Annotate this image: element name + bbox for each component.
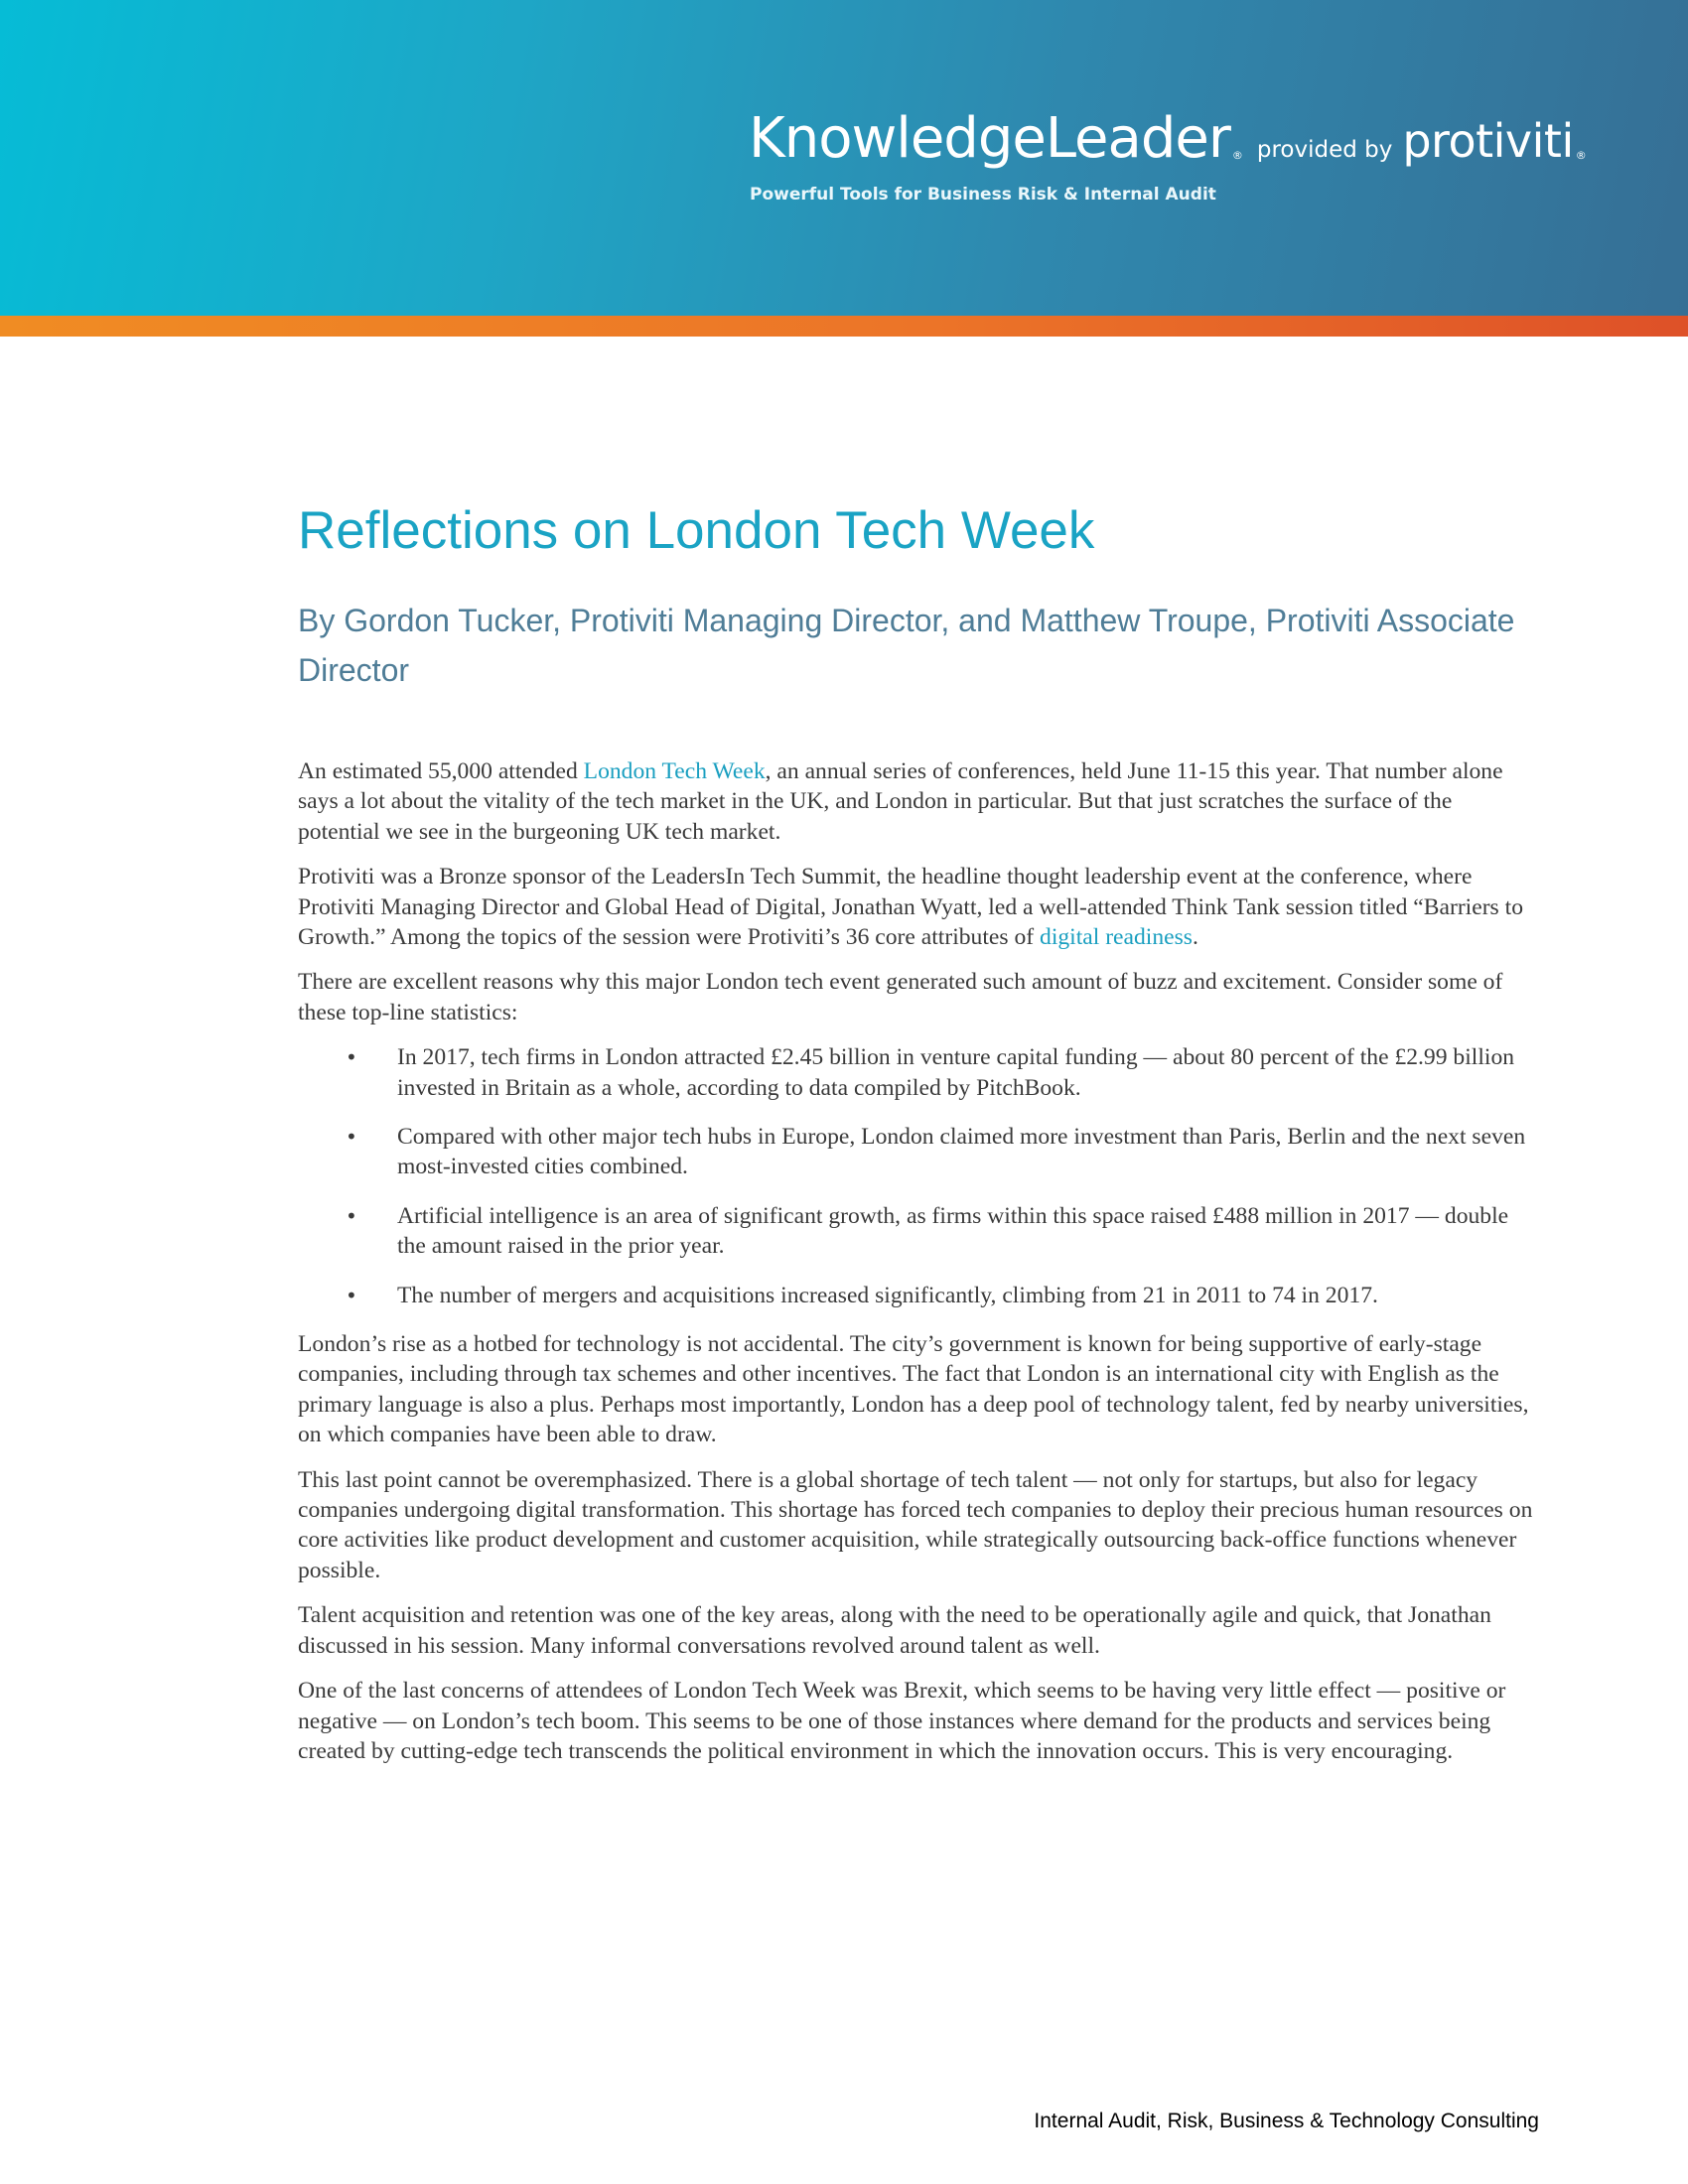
paragraph-london-rise: London’s rise as a hotbed for technology is not accidental. The city’s government is known for being supportive of early-stage companies, including through tax schemes and other incentives. The fact that London is an international city with English as the primary language is also a plus. Perhaps most importantly, London has a deep pool of technology talent, fed by nearby universities, on which companies have been able to draw.	[298, 1331, 1529, 1448]
brand-wordmark	[749, 106, 1587, 171]
accent-bar	[0, 316, 1688, 337]
paragraph-brexit: One of the last concerns of attendees of London Tech Week was Brexit, which seems to be having very little effect — positive or negative — on London’s tech boom. This seems to be one of those instances where demand for the products and services being created by cutting-edge tech transcends the political environment in which the innovation occurs. This is very encouraging.	[298, 1678, 1506, 1764]
list-item	[346, 1042, 1539, 1103]
brand-logo	[749, 106, 1587, 205]
bullet-icon: •	[346, 1203, 357, 1228]
london-tech-week-link[interactable]: London Tech Week	[583, 757, 766, 784]
article-byline: By Gordon Tucker, Protiviti Managing Director, and Matthew Troupe, Protiviti Associate Director	[298, 602, 1515, 688]
article-body	[298, 756, 1539, 1766]
brand-name: KnowledgeLeader	[749, 106, 1230, 171]
paragraph-sponsorship	[298, 862, 1539, 952]
list-item	[346, 1122, 1539, 1182]
paragraph-statistics-intro: There are excellent reasons why this major London tech event generated such amount of buzz and excitement. Consider some of these top-line statistics:	[298, 969, 1503, 1025]
company-registered-mark: ®	[1575, 149, 1587, 162]
page-footer: Internal Audit, Risk, Business & Technology Consulting	[1034, 2110, 1539, 2132]
list-item-text: Artificial intelligence is an area of significant growth, as firms within this space raised £488 million in 2017 — double the amount raised in the prior year.	[397, 1202, 1509, 1260]
list-item-text: The number of mergers and acquisitions increased significantly, climbing from 21 in 2011 to 74 in 2017.	[397, 1282, 1378, 1308]
article	[298, 501, 1539, 1781]
paragraph-talent-acquisition: Talent acquisition and retention was one of the key areas, along with the need to be operationally agile and quick, that Jonathan discussed in his session. Many informal conversations revolved around talent as well.	[298, 1602, 1491, 1659]
list-item	[346, 1281, 1539, 1310]
paragraph-talent-shortage: This last point cannot be overemphasized. There is a global shortage of tech talent — not only for startups, but also for legacy companies undergoing digital transformation. This shortage has forced tech companies to deploy their precious human resources on core activities like product development and customer acquisition, while strategically outsourcing back-office functions whenever possible.	[298, 1466, 1533, 1583]
brand-tagline: Powerful Tools for Business Risk & Internal Audit	[750, 185, 1216, 205]
paragraph-attendance	[298, 756, 1539, 847]
bullet-icon: •	[346, 1283, 357, 1307]
company-name: protiviti	[1402, 114, 1574, 168]
statistics-list	[298, 1042, 1539, 1310]
header-banner	[0, 0, 1688, 316]
list-item-text: Compared with other major tech hubs in Europe, London claimed more investment than Paris, Berlin and the next seven most-invested cities combined.	[397, 1124, 1526, 1180]
paragraph-text: Protiviti was a Bronze sponsor of the LeadersIn Tech Summit, the headline thought leadership event at the conference, where Protiviti Managing Director and Global Head of Digital, Jonathan Wyatt, led a well-attended Think Tank session titled “Barriers to Growth.” Among the topics of the session were Protiviti’s 36 core attributes of	[298, 864, 1523, 950]
paragraph-text: .	[1193, 923, 1198, 950]
bullet-icon: •	[346, 1045, 357, 1070]
digital-readiness-link[interactable]: digital readiness	[1040, 923, 1193, 950]
list-item	[346, 1201, 1539, 1262]
article-title: Reflections on London Tech Week	[298, 501, 1095, 560]
bullet-icon: •	[346, 1125, 357, 1149]
provided-by-text: provided by	[1256, 137, 1393, 163]
registered-mark: ®	[1231, 149, 1243, 162]
paragraph-text: An estimated 55,000 attended	[298, 757, 584, 784]
list-item-text: In 2017, tech firms in London attracted £2.45 billion in venture capital funding — about 80 percent of the £2.99 billion invested in Britain as a whole, according to data compiled by PitchBook.	[397, 1044, 1515, 1101]
paragraph-text: , an annual series of conferences, held June 11-15 this year. That number alone says a lot about the vitality of the tech market in the UK, and London in particular. But that just scratches the surface of the potential we see in the burgeoning UK tech market.	[298, 757, 1503, 845]
